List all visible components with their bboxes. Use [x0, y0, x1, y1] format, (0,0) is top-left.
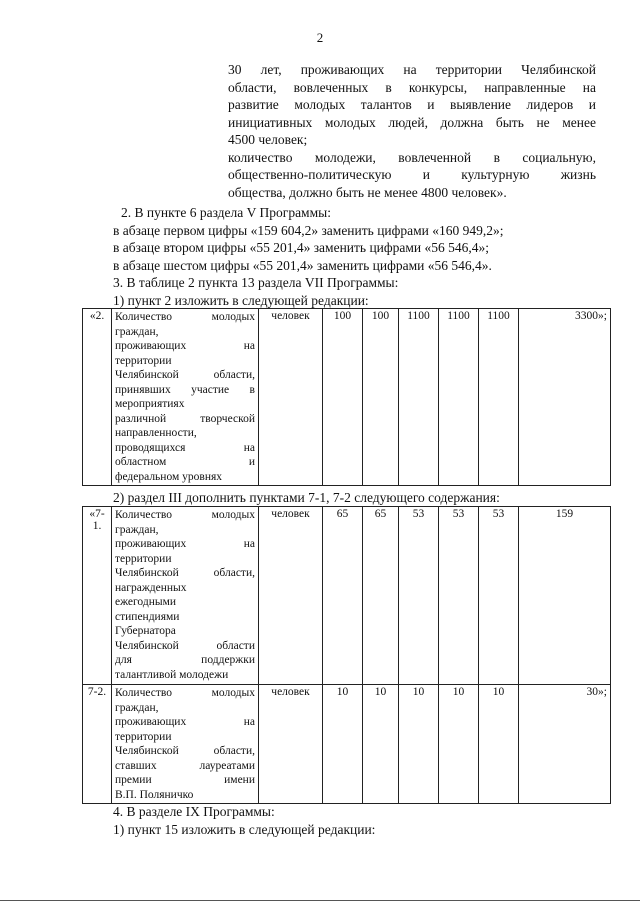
- value-cell: 100: [363, 309, 399, 486]
- intro-paragraph: [228, 61, 596, 201]
- text-line: 3. В таблице 2 пункта 13 раздела VII Программы:: [113, 275, 399, 290]
- desc-line: проживающих на: [115, 340, 255, 352]
- value-cell: 53: [439, 507, 479, 685]
- unit-cell: человек: [259, 309, 323, 486]
- desc-line: граждан,: [115, 701, 159, 714]
- text-line: количество молодежи, вовлеченной в социальную,: [228, 149, 596, 165]
- section-4-paragraphs: [113, 803, 603, 838]
- desc-line: стипендиями: [115, 610, 180, 623]
- desc-line: федеральном уровнях: [115, 470, 223, 483]
- desc-line: для поддержки: [115, 654, 255, 666]
- desc-line: Челябинской области: [115, 639, 255, 652]
- desc-line: различной творческой: [115, 412, 255, 425]
- desc-line: Количество молодых: [115, 509, 255, 521]
- desc-line: ставших лауреатами: [115, 759, 255, 772]
- indicator-table-2: [82, 506, 611, 804]
- desc-line: ежегодными: [115, 596, 177, 608]
- text-line: в абзаце втором цифры «55 201,4» заменить цифрами «56 546,4»;: [113, 240, 490, 255]
- value-cell: 53: [479, 507, 519, 685]
- total-cell: 159: [519, 507, 611, 685]
- value-cell: 1100: [399, 309, 439, 486]
- table-row: [83, 309, 611, 486]
- unit-cell: человек: [259, 507, 323, 685]
- desc-line: награжденных: [115, 581, 187, 594]
- desc-line: территории: [115, 552, 172, 565]
- text-line: 2. В пункте 6 раздела V Программы:: [121, 205, 331, 220]
- section-3-line: [113, 489, 613, 507]
- desc-line: Количество молодых: [115, 311, 255, 323]
- value-cell: 10: [323, 685, 363, 804]
- indicator-description: [112, 507, 259, 685]
- desc-line: Количество молодых: [115, 687, 255, 699]
- desc-line: граждан,: [115, 523, 159, 536]
- value-cell: 53: [399, 507, 439, 685]
- text-line: 2) раздел III дополнить пунктами 7-1, 7-2 следующего содержания:: [113, 490, 500, 505]
- text-line: общественно-политическую и культурную жизнь: [228, 167, 596, 182]
- total-cell: 30»;: [519, 685, 611, 804]
- value-cell: 65: [323, 507, 363, 685]
- desc-line: Челябинской области,: [115, 745, 255, 757]
- desc-line: Челябинской области,: [115, 567, 255, 579]
- text-line: в абзаце шестом цифры «55 201,4» заменить цифрами «56 546,4».: [113, 257, 492, 273]
- unit-cell: человек: [259, 685, 323, 804]
- value-cell: 100: [323, 309, 363, 486]
- page-edge-divider: [0, 900, 640, 901]
- text-line: общества, должно быть не менее 4800 человек».: [228, 184, 507, 200]
- text-line: 4. В разделе IX Программы:: [113, 804, 275, 819]
- indicator-table-1: [82, 308, 611, 486]
- table-row: [83, 507, 611, 685]
- desc-line: мероприятиях: [115, 398, 185, 410]
- desc-line: принявших участие в: [115, 383, 255, 396]
- row-number: «2.: [83, 309, 112, 486]
- total-cell: 3300»;: [519, 309, 611, 486]
- text-line: 1) пункт 15 изложить в следующей редакции:: [113, 821, 376, 837]
- desc-line: премии имени: [115, 774, 255, 786]
- desc-line: проживающих на: [115, 716, 255, 728]
- section-2-paragraphs: [113, 204, 603, 309]
- desc-line: областном и: [115, 456, 255, 468]
- desc-line: граждан,: [115, 325, 159, 338]
- text-line: области, вовлеченных в конкурсы, направленные на: [228, 79, 596, 95]
- table-row: [83, 685, 611, 804]
- desc-line: Челябинской области,: [115, 369, 255, 381]
- value-cell: 1100: [439, 309, 479, 486]
- text-line: развитие молодых талантов и выявление лидеров и: [228, 97, 596, 112]
- value-cell: 1100: [479, 309, 519, 486]
- text-line: 4500 человек;: [228, 132, 308, 147]
- page-number: 2: [316, 30, 324, 45]
- text-line: инициативных молодых людей, должна быть не менее: [228, 114, 596, 130]
- text-line: 1) пункт 2 изложить в следующей редакции:: [113, 292, 369, 308]
- value-cell: 10: [363, 685, 399, 804]
- value-cell: 10: [439, 685, 479, 804]
- desc-line: направленности,: [115, 427, 197, 439]
- row-number: «7-1.: [83, 507, 112, 685]
- value-cell: 65: [363, 507, 399, 685]
- indicator-description: [112, 685, 259, 804]
- desc-line: проживающих на: [115, 538, 255, 550]
- row-number: 7-2.: [83, 685, 112, 804]
- desc-line: Губернатора: [115, 625, 176, 637]
- value-cell: 10: [399, 685, 439, 804]
- desc-line: проводящихся на: [115, 441, 255, 454]
- desc-line: территории: [115, 730, 172, 743]
- text-line: в абзаце первом цифры «159 604,2» заменить цифрами «160 949,2»;: [113, 222, 504, 238]
- indicator-description: [112, 309, 259, 486]
- desc-line: территории: [115, 354, 172, 367]
- desc-line: В.П. Поляничко: [115, 788, 194, 801]
- value-cell: 10: [479, 685, 519, 804]
- desc-line: талантливой молодежи: [115, 668, 229, 681]
- text-line: 30 лет, проживающих на территории Челябинской: [228, 62, 596, 77]
